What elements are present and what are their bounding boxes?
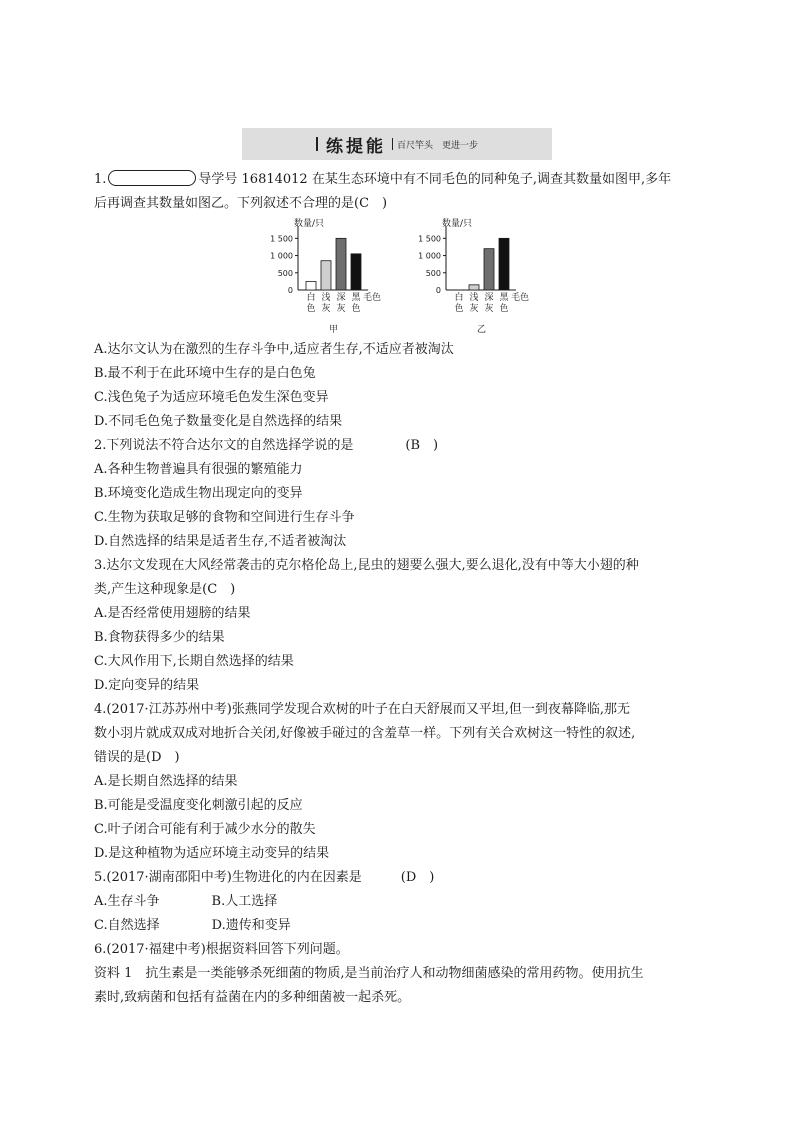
- question-4-option-c: C.叶子闭合可能有利于减少水分的散失: [94, 822, 316, 837]
- guide-number-badge: [108, 170, 196, 186]
- y-tick-label: 1 000: [418, 251, 441, 261]
- y-tick-label: 0: [287, 286, 293, 295]
- bar-浅灰: [469, 285, 479, 290]
- y-axis-label: 数量/只: [294, 219, 325, 229]
- question-3-stem-2: 类,产生这种现象是(C ): [94, 582, 236, 597]
- bar-黑色: [499, 238, 509, 290]
- chart-caption: 乙: [476, 325, 487, 335]
- y-tick-label: 500: [277, 268, 293, 278]
- question-2-option-d: D.自然选择的结果是适者生存,不适者被淘汰: [94, 534, 347, 549]
- x-category-label: 深灰: [336, 293, 346, 314]
- question-5-stem: 5.(2017·湖南邵阳中考)生物进化的内在因素是 (D ): [94, 870, 435, 885]
- x-category-label: 黑色: [499, 293, 509, 314]
- banner-divider-small: [392, 138, 393, 150]
- bar-charts-svg: [260, 214, 540, 338]
- question-6-stem: 6.(2017·福建中考)根据资料回答下列问题。: [94, 942, 349, 957]
- question-4-stem-3: 错误的是(D ): [94, 750, 180, 765]
- y-tick-label: 500: [425, 268, 441, 278]
- question-3-option-b: B.食物获得多少的结果: [94, 630, 225, 645]
- question-2-option-a: A.各种生物普遍具有很强的繁殖能力: [94, 462, 303, 477]
- question-2-stem: 2.下列说法不符合达尔文的自然选择学说的是 (B ): [94, 438, 439, 453]
- question-5-options-ab: A.生存斗争 B.人工选择: [94, 894, 278, 909]
- question-4-option-a: A.是长期自然选择的结果: [94, 774, 238, 789]
- question-6-material-1-line-2: 素时,致病菌和包括有益菌在内的多种细菌被一起杀死。: [94, 990, 411, 1005]
- banner-subtitle: 百尺竿头 更进一步: [396, 140, 478, 151]
- question-5-options-cd: C.自然选择 D.遗传和变异: [94, 918, 291, 933]
- x-category-label: 浅灰: [469, 293, 479, 314]
- banner-divider: [316, 137, 318, 151]
- question-3-option-d: D.定向变异的结果: [94, 678, 200, 693]
- question-1-option-a: A.达尔文认为在激烈的生存斗争中,适应者生存,不适应者被淘汰: [94, 342, 454, 357]
- x-axis-label: 毛色: [511, 293, 530, 303]
- banner-title: 练提能: [325, 136, 386, 157]
- bar-黑色: [351, 254, 361, 290]
- x-axis-label: 毛色: [363, 293, 382, 303]
- question-4-option-d: D.是这种植物为适应环境主动变异的结果: [94, 846, 330, 861]
- x-category-label: 白色: [454, 293, 464, 314]
- question-2-option-b: B.环境变化造成生物出现定向的变异: [94, 486, 303, 501]
- question-6-material-1-line-1: 资料 1 抗生素是一类能够杀死细菌的物质,是当前治疗人和动物细菌感染的常用药物。使用抗生: [94, 966, 644, 981]
- bar-深灰: [336, 238, 346, 290]
- question-4-stem-2: 数小羽片就成双成对地折合关闭,好像被手碰过的含羞草一样。下列有关合欢树这一特性的叙述,: [94, 726, 636, 741]
- question-1-line-2: 后再调查其数量如图乙。下列叙述不合理的是(C ): [94, 196, 388, 211]
- x-category-label: 浅灰: [321, 293, 331, 314]
- y-tick-label: 1 500: [418, 234, 441, 244]
- question-1-option-b: B.最不利于在此环境中生存的是白色兔: [94, 366, 316, 381]
- x-category-label: 白色: [306, 293, 316, 314]
- question-3-stem-1: 3.达尔文发现在大风经常袭击的克尔格伦岛上,昆虫的翅要么强大,要么退化,没有中等大小翅的种: [94, 558, 639, 573]
- question-1-option-c: C.浅色兔子为适应环境毛色发生深色变异: [94, 390, 329, 405]
- bar-白色: [306, 281, 316, 290]
- y-tick-label: 0: [435, 286, 441, 295]
- section-banner: [242, 128, 552, 160]
- question-1-line-1: [94, 168, 671, 192]
- x-category-label: 深灰: [484, 293, 494, 314]
- bar-深灰: [484, 249, 494, 290]
- bar-charts: [260, 214, 540, 338]
- y-tick-label: 1 000: [270, 251, 293, 261]
- question-4-stem-1: 4.(2017·江苏苏州中考)张燕同学发现合欢树的叶子在白天舒展而又平坦,但一到夜幕降临,那无: [94, 702, 631, 717]
- question-4-option-b: B.可能是受温度变化刺激引起的反应: [94, 798, 303, 813]
- y-axis-label: 数量/只: [442, 219, 473, 229]
- bar-浅灰: [321, 261, 331, 290]
- question-2-option-c: C.生物为获取足够的食物和空间进行生存斗争: [94, 510, 355, 525]
- chart-caption: 甲: [328, 325, 339, 335]
- question-3-option-a: A.是否经常使用翅膀的结果: [94, 606, 251, 621]
- y-tick-label: 1 500: [270, 234, 293, 244]
- question-1-option-d: D.不同毛色兔子数量变化是自然选择的结果: [94, 414, 343, 429]
- question-1-text-a: 导学号 16814012 在某生态环境中有不同毛色的同种兔子,调查其数量如图甲,多年: [198, 172, 672, 187]
- x-category-label: 黑色: [351, 293, 361, 314]
- question-1-number: 1.: [94, 172, 107, 187]
- question-3-option-c: C.大风作用下,长期自然选择的结果: [94, 654, 294, 669]
